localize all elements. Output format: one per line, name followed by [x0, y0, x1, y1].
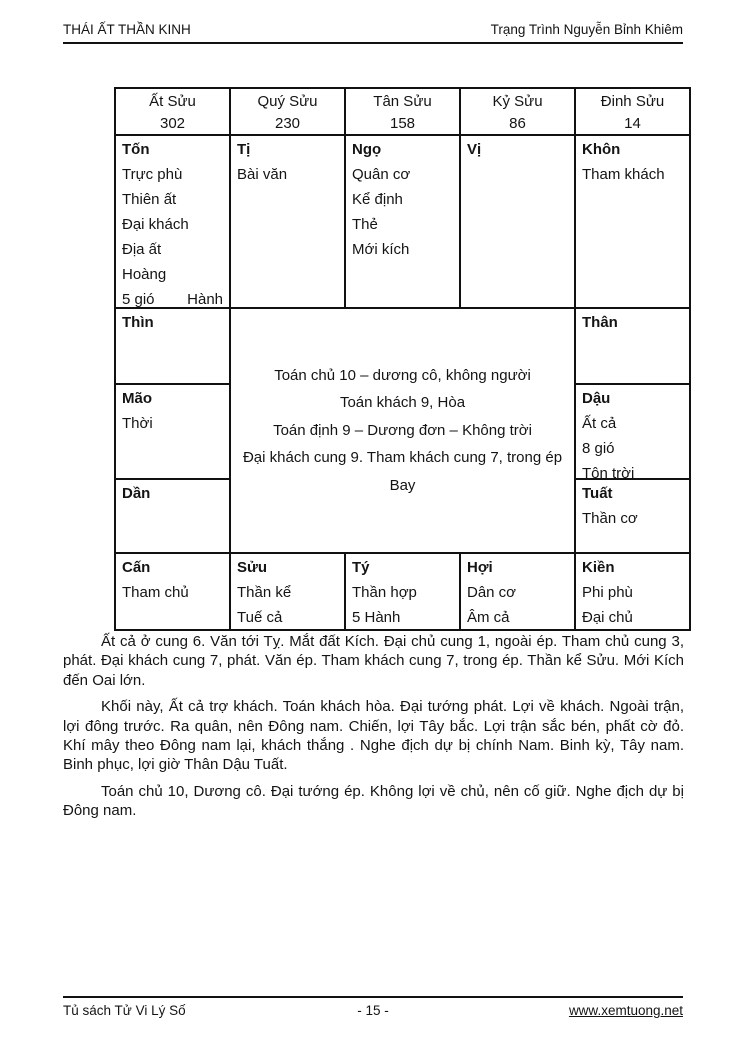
website-link[interactable]: www.xemtuong.net [568, 1003, 683, 1018]
palace-title: Thân [582, 314, 618, 331]
year-cell [460, 88, 575, 135]
year-cell [575, 88, 690, 135]
palace-cell-mao [115, 384, 230, 479]
year-value: 158 [389, 115, 416, 132]
palace-title: Mão [122, 390, 152, 407]
palace-line: Tham chủ [122, 584, 189, 601]
palace-line-left: 5 gió [122, 291, 155, 308]
palace-line: Tuế cả [237, 609, 283, 626]
palace-line: Tham khách [582, 166, 665, 183]
palace-title: Khôn [582, 141, 621, 158]
running-footer [63, 996, 683, 1018]
palace-line: Đại khách [122, 216, 189, 233]
year-value: 86 [509, 115, 526, 132]
palace-line: 8 gió [582, 440, 615, 457]
palace-cell-hoi [460, 553, 575, 630]
palace-line: Thần kể [237, 584, 292, 601]
palace-title: Cấn [122, 559, 151, 576]
palace-cell-thin [115, 308, 230, 384]
year-label: Đinh Sửu [600, 93, 665, 110]
running-header [63, 22, 683, 44]
palace-line: Tôn trời [582, 465, 635, 479]
year-cell [345, 88, 460, 135]
year-value: 14 [624, 115, 641, 132]
year-cell [115, 88, 230, 135]
palace-cell-tuat [575, 479, 690, 553]
palace-line: Quân cơ [352, 166, 411, 183]
palace-line: Đại chủ [582, 609, 633, 626]
palace-cell-ti [230, 135, 345, 308]
summary-line: Đại khách cung 9. Tham khách cung 7, trong ép [242, 449, 563, 467]
palace-cell-ty [345, 553, 460, 630]
palace-title: Dậu [582, 390, 611, 407]
palace-line: Địa ất [122, 241, 162, 258]
palace-title: Tý [352, 559, 370, 576]
palace-title: Kiền [582, 559, 615, 576]
palace-line: Trực phù [122, 166, 183, 183]
palace-title: Tị [237, 141, 251, 158]
palace-line: Mới kích [352, 241, 410, 258]
palace-line: 5 Hành [352, 609, 401, 626]
paragraph: Toán chủ 10, Dương cô. Đại tướng ép. Không lợi về chủ, nên cố giữ. Nghe địch dự bị Đông nam. [63, 782, 684, 820]
palace-title: Dần [122, 485, 151, 502]
palace-cell-khon [575, 135, 690, 308]
summary-line: Toán khách 9, Hòa [339, 394, 466, 412]
palace-title: Sửu [237, 559, 268, 576]
palace-title: Ngọ [352, 141, 382, 158]
palace-line-right: Hành [187, 291, 223, 308]
palace-cell-ton [115, 135, 230, 308]
palace-cell-can [115, 553, 230, 630]
palace-title: Tốn [122, 141, 150, 158]
palace-title: Vị [467, 141, 482, 158]
page-number: - 15 - [357, 1003, 389, 1018]
palace-cell-dau [575, 384, 690, 479]
palace-cell-dan [115, 479, 230, 553]
palace-line: Ất cả [582, 415, 617, 432]
palace-line: Thời [122, 415, 153, 432]
palace-title: Tuất [582, 485, 613, 502]
summary-line: Toán định 9 – Dương đơn – Không trời [273, 421, 532, 439]
palace-line: Phi phù [582, 584, 633, 601]
palace-line: Âm cả [467, 609, 510, 626]
year-label: Quý Sửu [257, 93, 318, 110]
series-title: Tủ sách Tử Vi Lý Số [63, 1003, 186, 1018]
palace-line: Thẻ [352, 216, 378, 233]
palace-line: Bài văn [237, 166, 288, 183]
paragraph: Ất cả ở cung 6. Văn tới Tỵ. Mắt đất Kích. Đại chủ cung 1, ngoài ép. Tham chủ cung 3, phát. Đại khách cung 7, phát. Văn ép. Tham khách cung 7, trong ép. Thần kể Sửu. Mới Kích đến Oai lớn. [63, 633, 684, 689]
palace-cell-vi [460, 135, 575, 308]
body-text [63, 632, 684, 828]
palace-title: Thìn [122, 314, 154, 331]
year-value: 230 [274, 115, 301, 132]
summary-line: Bay [389, 476, 416, 494]
year-label: Tân Sửu [373, 93, 432, 110]
divination-chart-table [114, 87, 691, 631]
book-title: THÁI ẤT THẦN KINH [63, 22, 191, 37]
palace-cell-than [575, 308, 690, 384]
year-cell [230, 88, 345, 135]
palace-cell-suu [230, 553, 345, 630]
palace-line: Dân cơ [467, 584, 517, 601]
palace-line: Thiên ất [122, 191, 177, 208]
palace-line: Hoàng [122, 266, 167, 283]
year-label: Kỷ Sửu [492, 93, 543, 110]
palace-line [122, 287, 226, 308]
summary-line: Toán chủ 10 – dương cô, không người [274, 366, 531, 384]
year-label: Ất Sửu [149, 93, 196, 110]
palace-cell-ngo [345, 135, 460, 308]
calculation-summary-cell [230, 308, 575, 553]
palace-line: Thần hợp [352, 584, 417, 601]
palace-line: Kể định [352, 191, 403, 208]
paragraph: Khối này, Ất cả trợ khách. Toán khách hòa. Đại tướng phát. Lợi về khách. Ngoài trận, lợi đông trước. Ra quân, nên Đông nam. Chiến, lợi Tây bắc. Lợi trận sắc bén, phất cờ đỏ. Khí mây theo Đông nam lại, khách thắng . Nghe địch dự bị chính Nam. Binh kỳ, Tây nam. Binh phục, lợi giờ Thân Dậu Tuất. [63, 698, 684, 774]
author-name: Trạng Trình Nguyễn Bỉnh Khiêm [490, 22, 683, 37]
year-value: 302 [159, 115, 186, 132]
palace-cell-kien [575, 553, 690, 630]
palace-title: Hợi [467, 559, 493, 576]
palace-line: Thần cơ [582, 510, 638, 527]
